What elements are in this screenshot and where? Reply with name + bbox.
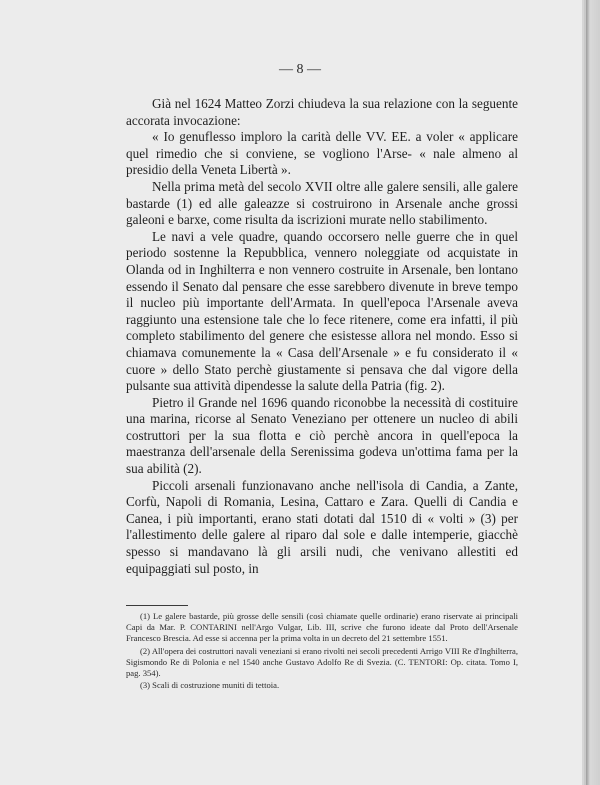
paragraph: Le navi a vele quadre, quando occorsero nelle guerre che in quel periodo sostenne la Repubblica, vennero noleggiate od acquistate in Olanda od in Inghilterra e non vennero costruite in Arsenale, ben lontano essendo il Senato dal pensare che esse sarebbero divenute in breve tempo il nucleo più importante dell'Armata. In quell'epoca l'Arsenale aveva raggiunto una estensione tale che lo fece ritenere, come era infatti, il più completo stabilimento del genere che esistesse allora nel mondo. Esso si chiamava comunemente la « Casa dell'Arsenale » e fu considerato il « cuore » dello Stato perchè giustamente si pensava che dal vigore della pulsante sua attività dipendesse la salute della Patria (fig. 2). xyxy=(126,228,518,394)
footnote-separator xyxy=(126,605,188,606)
paragraph: Pietro il Grande nel 1696 quando riconobbe la necessità di costituire una marina, ricorse al Senato Veneziano per ottenere un nucleo di abili costruttori per la sua flotta e ciò perchè ancora in quell'epoca la maestranza dell'arsenale della Serenissima godeva un'ottima fama per la sua abilità (2). xyxy=(126,394,518,477)
page-edge xyxy=(586,0,600,785)
paragraph: Già nel 1624 Matteo Zorzi chiudeva la sua relazione con la seguente accorata invocazione: xyxy=(126,96,518,128)
paragraph: Piccoli arsenali funzionavano anche nell'isola di Candia, a Zante, Corfù, Napoli di Romania, Lesina, Cattaro e Zara. Quelli di Candia e Canea, i più importanti, erano stati dotati dal 1510 di « volti » (3) per l'allestimento delle galere al riparo dal sole e dalle intemperie, giacchè spesso si mandavano là gli arsili nudi, che venivano allestiti ed equipaggiati sul posto, in xyxy=(126,477,518,576)
footnotes xyxy=(126,611,518,692)
page-number: — 8 — xyxy=(279,62,321,77)
footnote: (1) Le galere bastarde, più grosse delle sensili (così chiamate quelle ordinarie) erano riservate ai principali Capi da Mar. P. CONTARINI nell'Argo Vulgar, Lib. III, scrive che furono ideate dal Proto dell'Arsenale Francesco Brescia. Ad esse si accenna per la prima volta in un decreto del 21 settembre 1551. xyxy=(126,611,518,644)
paragraph: Nella prima metà del secolo XVII oltre alle galere sensili, alle galere bastarde (1) ed alle galeazze si costruirono in Arsenale anche grossi galeoni e barxe, come risulta da iscrizioni murate nello stabilimento. xyxy=(126,178,518,228)
quotation: « Io genuflesso imploro la carità delle VV. EE. a voler « applicare quel rimedio che si conviene, se vogliono l'Arse- « nale almeno al presidio della Veneta Libertà ». xyxy=(126,129,518,178)
footnote: (2) All'opera dei costruttori navali veneziani si erano rivolti nei secoli precedenti Arrigo VIII Re d'Inghilterra, Sigismondo Re di Polonia e nel 1540 anche Gustavo Adolfo Re di Svezia. (C. TENTORI: Op. citata. Tomo I, pag. 354). xyxy=(126,645,518,679)
footnote: (3) Scali di costruzione muniti di tettoia. xyxy=(140,680,280,691)
main-text xyxy=(126,96,518,577)
